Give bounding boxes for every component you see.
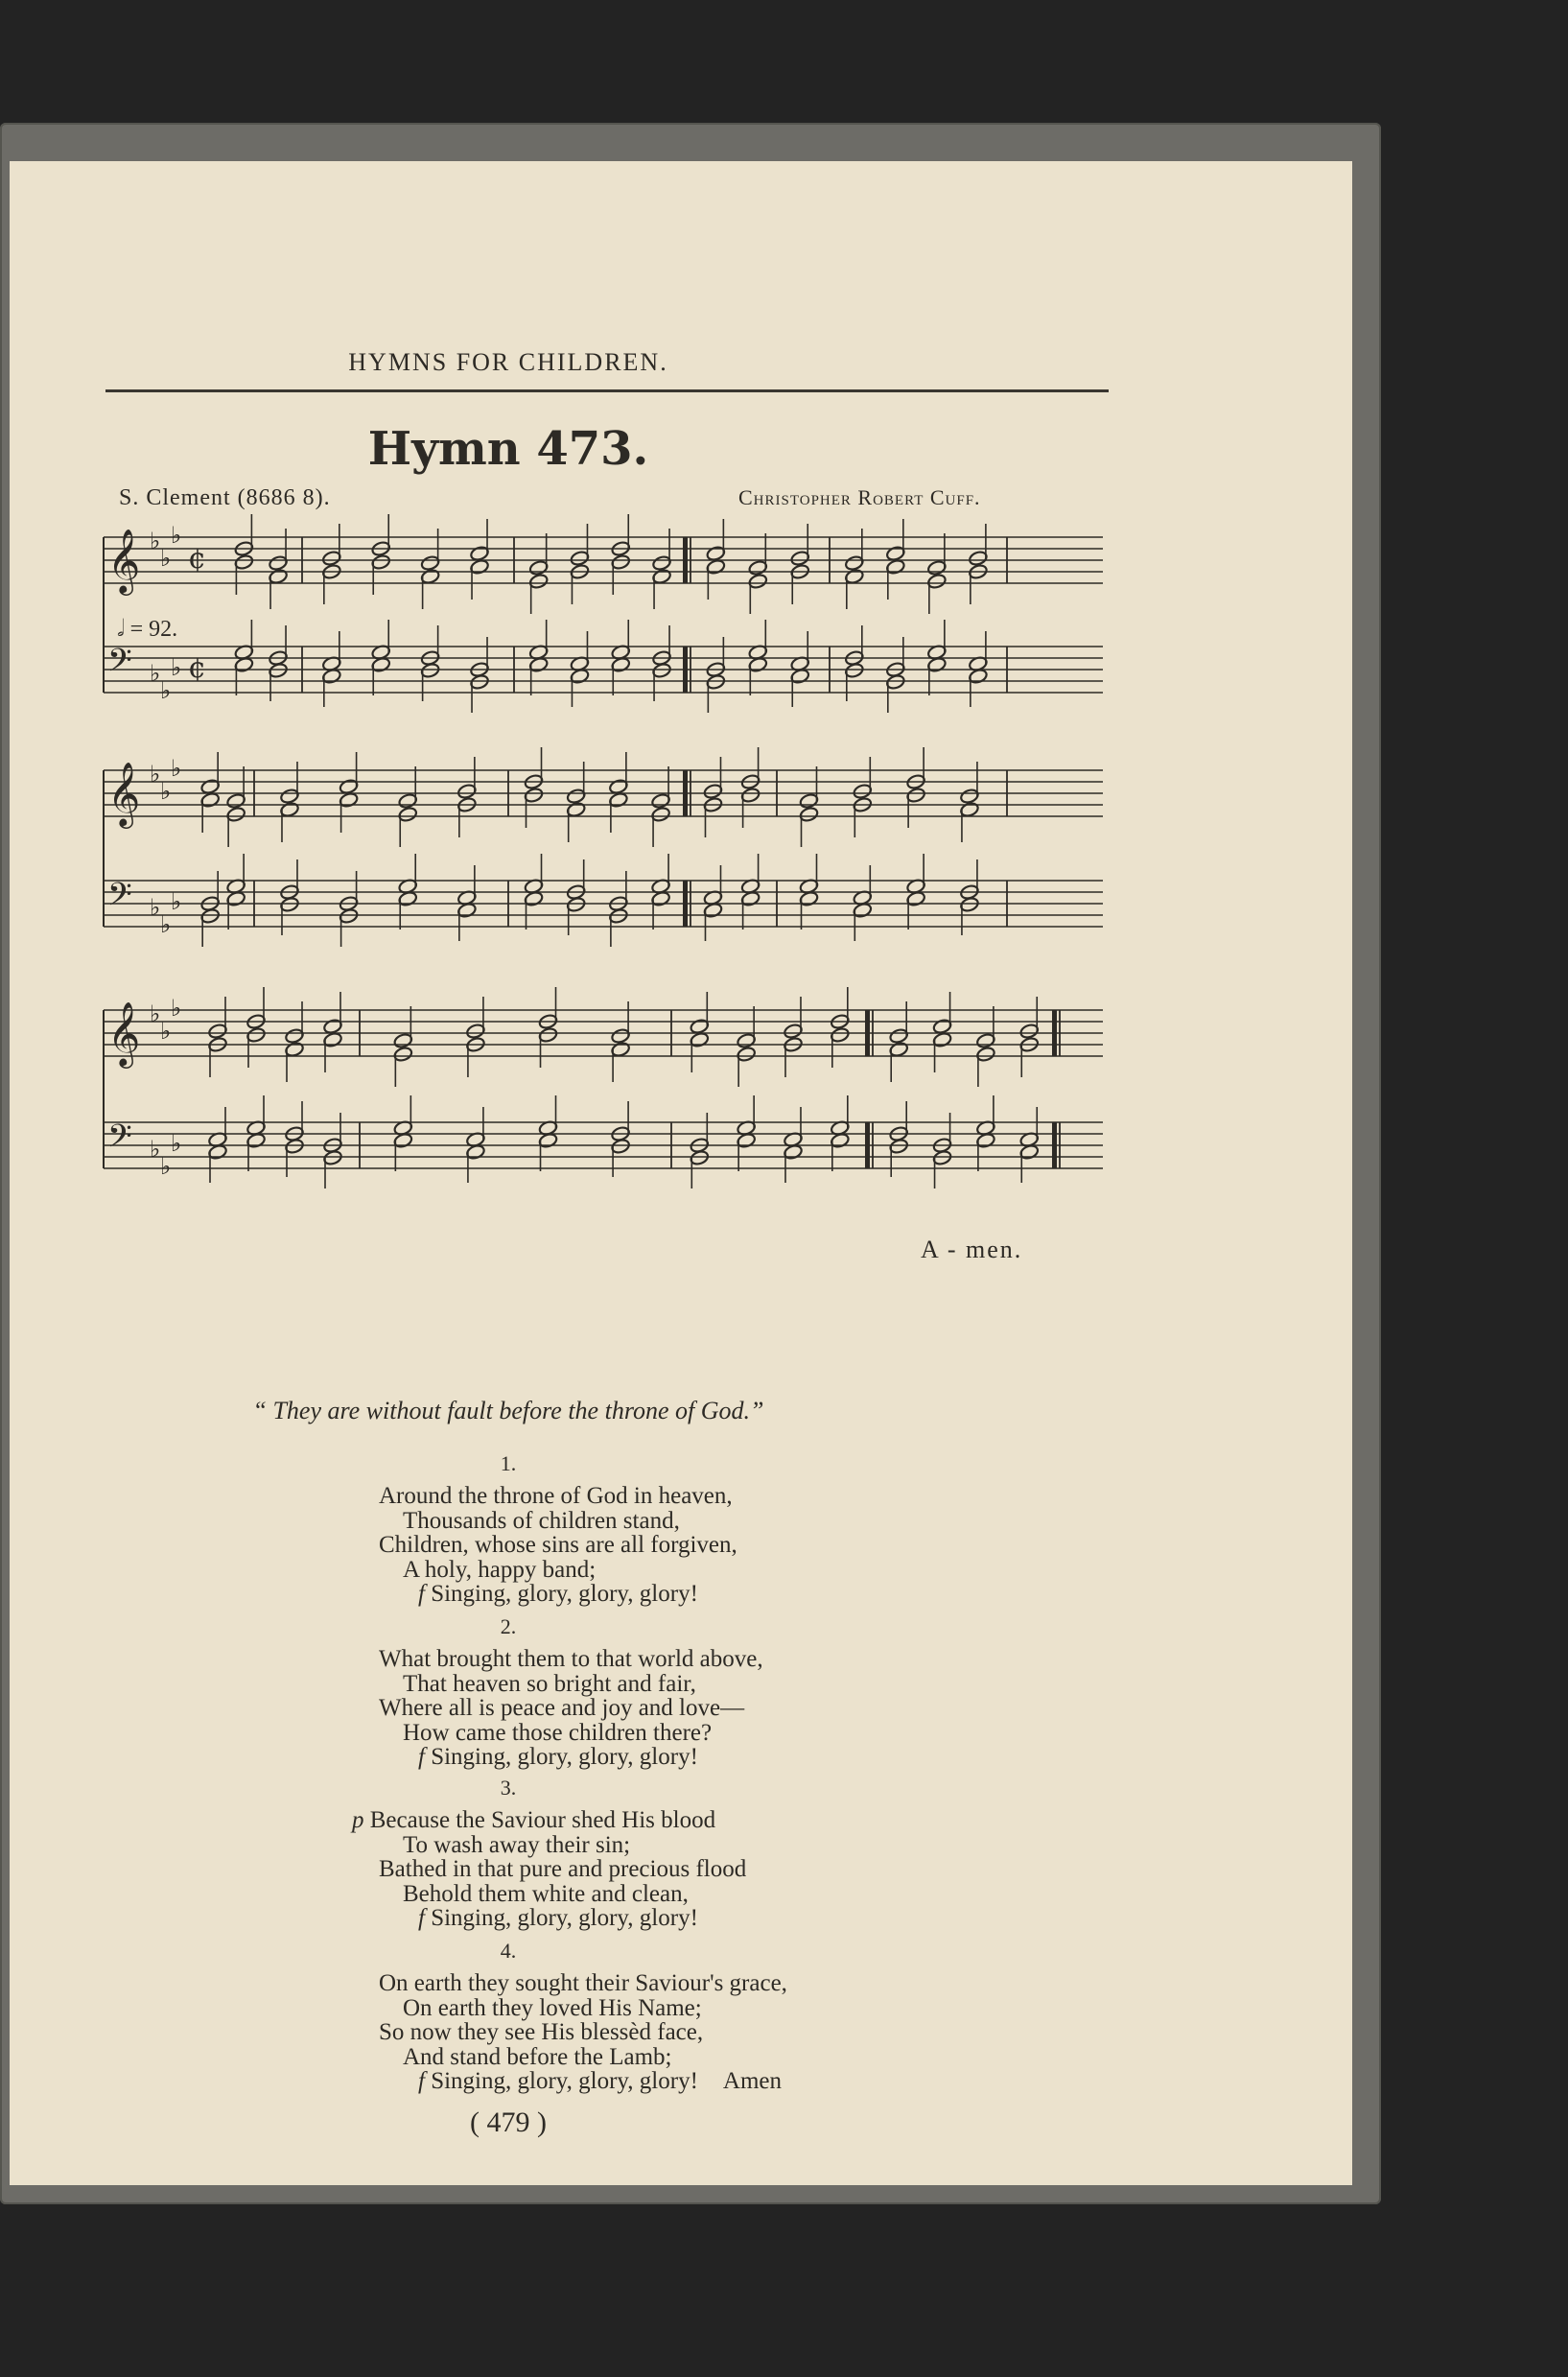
verse-text: Singing, glory, glory, glory! bbox=[431, 2068, 698, 2094]
verse-number: 1. bbox=[500, 1451, 517, 1475]
verse-text: Children, whose sins are all forgiven, bbox=[379, 1532, 737, 1558]
verse-line bbox=[403, 1881, 689, 1908]
flat-sign: ♭ bbox=[160, 778, 172, 805]
verse-text: How came those children there? bbox=[403, 1719, 713, 1746]
verse-text: Bathed in that pure and precious flood bbox=[379, 1856, 747, 1882]
verse-line bbox=[418, 1744, 698, 1771]
flat-sign: ♭ bbox=[171, 888, 182, 915]
verse-number: 4. bbox=[500, 1939, 517, 1963]
verse-number: 2. bbox=[500, 1614, 517, 1638]
flat-sign: ♭ bbox=[160, 1153, 172, 1180]
verse-text: Where all is peace and joy and love— bbox=[379, 1695, 745, 1721]
flat-sign: ♭ bbox=[171, 755, 182, 782]
tempo-marking: 𝅗𝅥 = 92. bbox=[117, 617, 178, 642]
flat-sign: ♭ bbox=[171, 654, 182, 681]
verse-text: Thousands of children stand, bbox=[403, 1507, 680, 1534]
treble-clef: 𝄞 bbox=[107, 528, 141, 593]
verse-text: Around the throne of God in heaven, bbox=[379, 1483, 733, 1509]
flat-sign: ♭ bbox=[150, 894, 161, 921]
double-bar bbox=[865, 1010, 870, 1056]
verse-text: So now they see His blessèd face, bbox=[379, 2019, 704, 2045]
verse-line bbox=[403, 1671, 696, 1698]
verse-text: To wash away their sin; bbox=[403, 1831, 631, 1858]
bass-clef: 𝄢 bbox=[107, 877, 132, 921]
flat-sign: ♭ bbox=[171, 1130, 182, 1157]
double-bar bbox=[683, 770, 688, 816]
flat-sign: ♭ bbox=[160, 677, 172, 704]
verse-line bbox=[403, 1557, 596, 1584]
book-page bbox=[10, 161, 1352, 2185]
verse-line bbox=[403, 1995, 702, 2022]
verse-text: Singing, glory, glory, glory! bbox=[431, 1905, 698, 1931]
verse-line bbox=[352, 1807, 715, 1834]
verse-text: And stand before the Lamb; bbox=[403, 2043, 672, 2070]
verse-line bbox=[403, 1508, 680, 1535]
closing-amen: Amen bbox=[722, 2068, 782, 2094]
verse-line bbox=[379, 1483, 733, 1510]
flat-sign: ♭ bbox=[171, 522, 182, 549]
verse-text: On earth they loved His Name; bbox=[403, 1994, 702, 2021]
verse-number: 3. bbox=[500, 1776, 517, 1800]
double-bar bbox=[1052, 1122, 1057, 1168]
verse-line bbox=[379, 1695, 744, 1722]
flat-sign: ♭ bbox=[150, 1000, 161, 1027]
verse-text: What brought them to that world above, bbox=[379, 1646, 763, 1672]
flat-sign: ♭ bbox=[150, 761, 161, 788]
flat-sign: ♭ bbox=[160, 545, 172, 572]
dynamic-marking: f bbox=[418, 2068, 432, 2094]
double-bar bbox=[683, 881, 688, 927]
music-score bbox=[10, 161, 1352, 1389]
flat-sign: ♭ bbox=[150, 528, 161, 554]
double-bar bbox=[683, 537, 688, 583]
dynamic-marking: f bbox=[418, 1581, 432, 1607]
flat-sign: ♭ bbox=[150, 1136, 161, 1163]
verse-line bbox=[379, 1856, 746, 1883]
double-bar bbox=[865, 1122, 870, 1168]
dynamic-marking: p bbox=[352, 1807, 370, 1833]
verse-line bbox=[379, 1646, 763, 1673]
hymn-title: Hymn 473. bbox=[367, 422, 649, 476]
verse-line bbox=[403, 1720, 712, 1747]
verse-line bbox=[379, 1970, 787, 1997]
flat-sign: ♭ bbox=[160, 911, 172, 938]
verse-line bbox=[379, 2019, 703, 2046]
treble-clef: 𝄞 bbox=[107, 761, 141, 826]
verse-line bbox=[403, 1832, 630, 1859]
verse-line bbox=[418, 1905, 698, 1932]
verse-text: That heaven so bright and fair, bbox=[403, 1670, 696, 1697]
verse-line bbox=[418, 2068, 782, 2095]
running-head: HYMNS FOR CHILDREN. bbox=[348, 348, 668, 376]
dynamic-marking: f bbox=[418, 1905, 432, 1931]
verse-text: Singing, glory, glory, glory! bbox=[431, 1581, 698, 1607]
page-number: ( 479 ) bbox=[470, 2106, 547, 2138]
treble-clef: 𝄞 bbox=[107, 1000, 141, 1066]
dynamic-marking: f bbox=[418, 1744, 432, 1770]
verse-text: Because the Saviour shed His blood bbox=[369, 1807, 716, 1833]
time-signature: ¢ bbox=[188, 542, 207, 576]
time-signature: ¢ bbox=[188, 651, 207, 685]
epigraph: “ They are without fault before the throne of God.” bbox=[252, 1397, 764, 1424]
author-name: Christopher Robert Cuff. bbox=[738, 485, 981, 509]
verse-text: On earth they sought their Saviour's grace, bbox=[379, 1970, 787, 1996]
amen-label: A - men. bbox=[921, 1236, 1023, 1263]
verse-text: Singing, glory, glory, glory! bbox=[431, 1744, 698, 1770]
verse-line bbox=[418, 1581, 698, 1608]
tune-name: S. Clement (8686 8). bbox=[119, 485, 331, 510]
flat-sign: ♭ bbox=[160, 1018, 172, 1045]
bass-clef: 𝄢 bbox=[107, 1118, 132, 1163]
verse-text: A holy, happy band; bbox=[403, 1556, 597, 1583]
flat-sign: ♭ bbox=[150, 660, 161, 687]
double-bar bbox=[1052, 1010, 1057, 1056]
flat-sign: ♭ bbox=[171, 995, 182, 1022]
bass-clef: 𝄢 bbox=[107, 643, 132, 687]
verse-text: Behold them white and clean, bbox=[403, 1880, 689, 1907]
verse-line bbox=[379, 1532, 737, 1559]
verse-line bbox=[403, 2044, 671, 2071]
double-bar bbox=[683, 647, 688, 693]
